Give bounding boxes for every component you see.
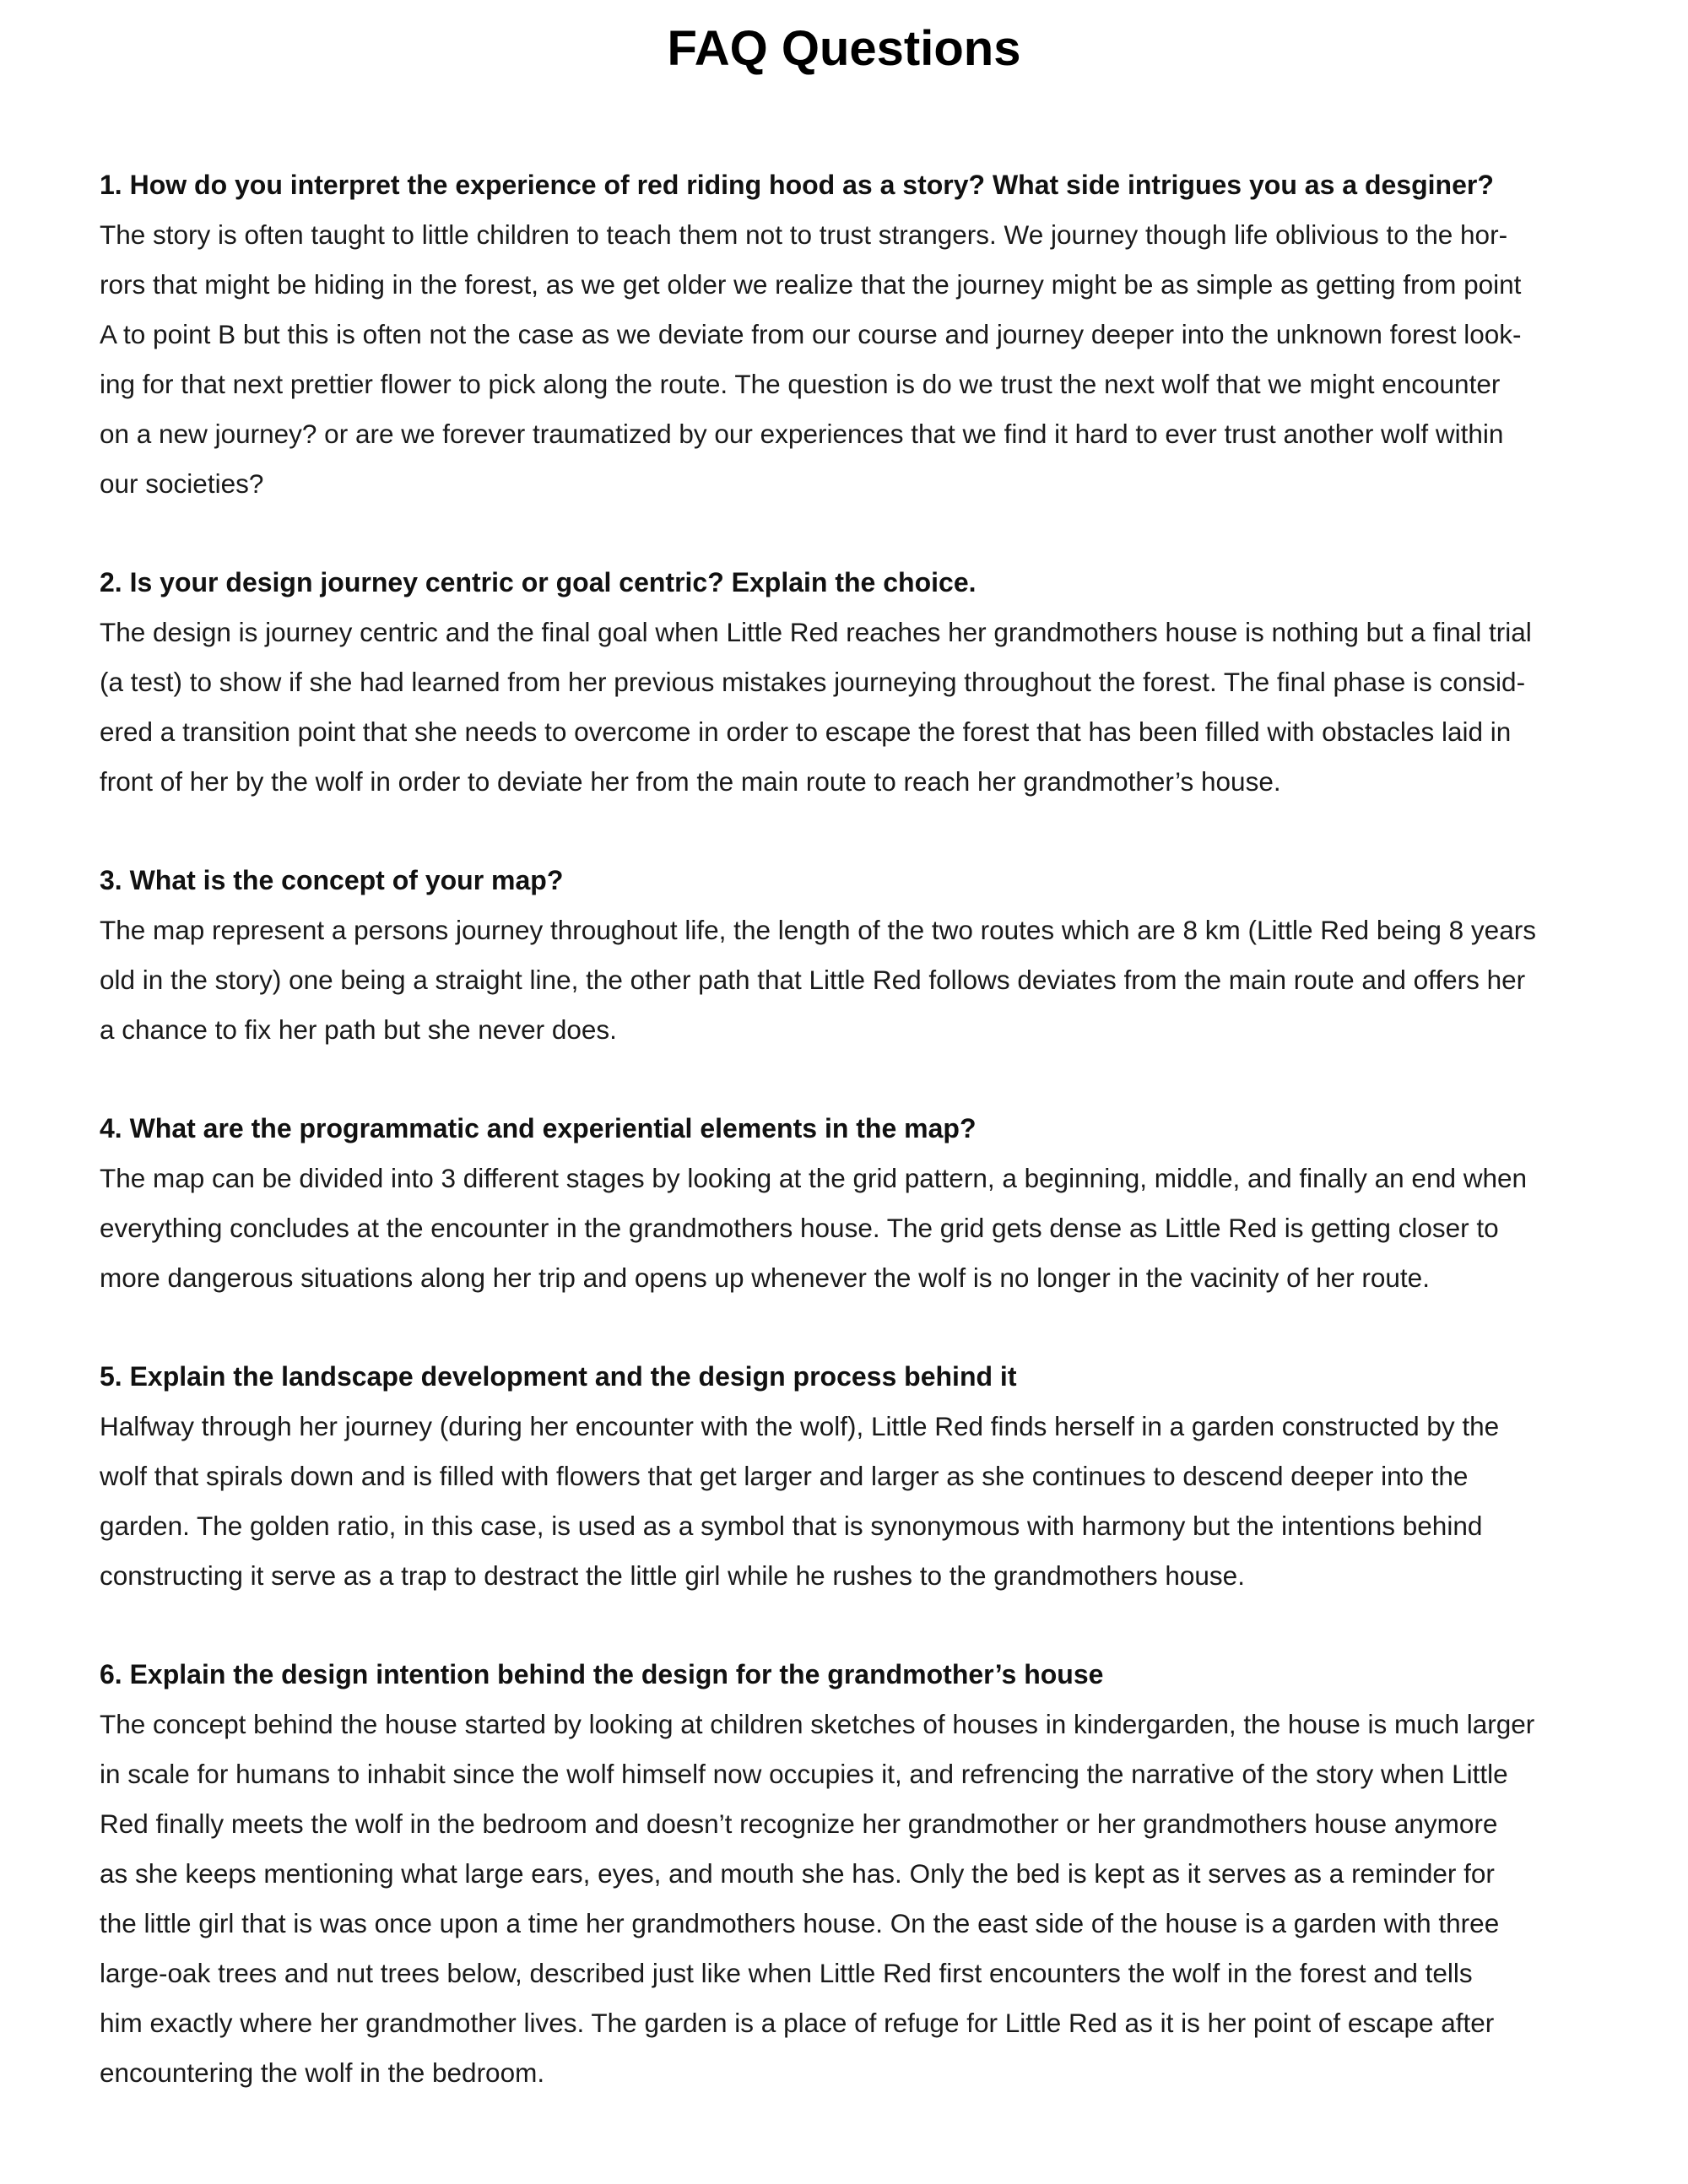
answer-line: in scale for humans to inhabit since the wolf himself now occupies it, and refrencing the narrative of the story when Little [100,1759,1508,1789]
faq-item-2 [100,558,1602,807]
answer-line: everything concludes at the encounter in the grandmothers house. The grid gets dense as Little Red is getting closer to [100,1213,1499,1243]
answer-line: Halfway through her journey (during her encounter with the wolf), Little Red finds herself in a garden constructed by the [100,1411,1500,1441]
page-title: FAQ Questions [667,21,1021,76]
answer-line: The map represent a persons journey throughout life, the length of the two routes which are 8 km (Little Red being 8 years [100,915,1536,945]
faq-answer-6 [100,1700,1602,2098]
faq-question-3: 3. What is the concept of your map? [100,865,564,895]
answer-line: The concept behind the house started by looking at children sketches of houses in kindergarden, the house is much larger [100,1709,1535,1739]
faq-question-4: 4. What are the programmatic and experiential elements in the map? [100,1113,977,1143]
faq-answer-1 [100,210,1602,509]
faq-item-5 [100,1352,1602,1601]
faq-question-5: 5. Explain the landscape development and the design process behind it [100,1361,1017,1392]
answer-line: him exactly where her grandmother lives. The garden is a place of refuge for Little Red as it is her point of escape after [100,2008,1495,2038]
faq-answer-2 [100,608,1602,807]
answer-line: as she keeps mentioning what large ears, eyes, and mouth she has. Only the bed is kept as it serves as a reminder for [100,1858,1495,1889]
faq-answer-3 [100,905,1602,1055]
faq-answer-4 [100,1154,1602,1303]
answer-line: garden. The golden ratio, in this case, is used as a symbol that is synonymous with harmony but the intentions behind [100,1511,1483,1541]
answer-line: (a test) to show if she had learned from her previous mistakes journeying throughout the forest. The final phase is consid- [100,667,1526,697]
answer-line: a chance to fix her path but she never does. [100,1014,617,1045]
answer-line: more dangerous situations along her trip and opens up whenever the wolf is no longer in the vacinity of her route. [100,1262,1430,1293]
answer-line: The map can be divided into 3 different stages by looking at the grid pattern, a beginning, middle, and finally an end when [100,1163,1528,1193]
answer-line: constructing it serve as a trap to destract the little girl while he rushes to the grandmothers house. [100,1560,1245,1591]
faq-question-2: 2. Is your design journey centric or goal centric? Explain the choice. [100,567,977,597]
answer-line: encountering the wolf in the bedroom. [100,2057,545,2088]
answer-line: ered a transition point that she needs to overcome in order to escape the forest that has been filled with obstacles laid in [100,716,1512,747]
answer-line: The story is often taught to little children to teach them not to trust strangers. We journey though life oblivious to the hor- [100,219,1508,250]
answer-line: The design is journey centric and the final goal when Little Red reaches her grandmothers house is nothing but a final trial [100,617,1532,647]
answer-line: Red finally meets the wolf in the bedroom and doesn’t recognize her grandmother or her grandmothers house anymore [100,1808,1498,1839]
answer-line: front of her by the wolf in order to deviate her from the main route to reach her grandmother’s house. [100,766,1281,797]
answer-line: rors that might be hiding in the forest, as we get older we realize that the journey might be as simple as getting from point [100,269,1522,300]
faq-item-3 [100,856,1602,1055]
answer-line: the little girl that is was once upon a time her grandmothers house. On the east side of the house is a garden with three [100,1908,1500,1938]
answer-line: A to point B but this is often not the case as we deviate from our course and journey deeper into the unknown forest look- [100,319,1522,349]
faq-item-6 [100,1650,1602,2098]
answer-line: our societies? [100,468,264,499]
faq-question-6: 6. Explain the design intention behind the design for the grandmother’s house [100,1659,1104,1689]
faq-question-1: 1. How do you interpret the experience of red riding hood as a story? What side intrigues you as a desginer? [100,170,1494,200]
answer-line: on a new journey? or are we forever traumatized by our experiences that we find it hard to ever trust another wolf within [100,419,1504,449]
answer-line: wolf that spirals down and is filled with flowers that get larger and larger as she continues to descend deeper into the [100,1461,1469,1491]
faq-answer-5 [100,1402,1602,1601]
answer-line: large-oak trees and nut trees below, described just like when Little Red first encounters the wolf in the forest and tells [100,1958,1473,1988]
answer-line: old in the story) one being a straight line, the other path that Little Red follows deviates from the main route and offers her [100,965,1526,995]
answer-line: ing for that next prettier flower to pick along the route. The question is do we trust the next wolf that we might encounter [100,369,1501,399]
faq-item-1 [100,160,1602,509]
faq-list [100,160,1602,2147]
faq-item-4 [100,1104,1602,1303]
